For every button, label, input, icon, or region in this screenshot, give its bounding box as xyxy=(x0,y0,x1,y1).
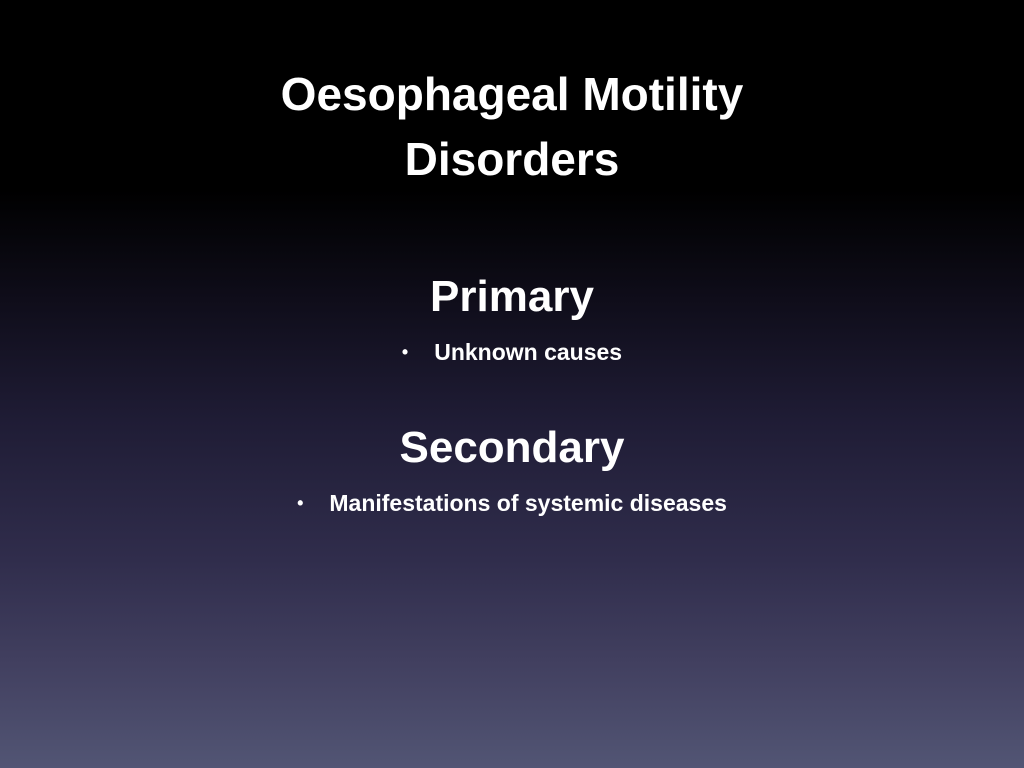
bullet-icon: • xyxy=(297,493,304,513)
bullet-item-secondary xyxy=(0,488,1024,518)
bullet-item-primary xyxy=(0,337,1024,367)
bullet-text-primary: Unknown causes xyxy=(434,339,623,365)
bullet-icon: • xyxy=(401,342,409,362)
slide-title xyxy=(112,62,912,192)
section-heading-primary: Primary xyxy=(430,272,594,321)
bullet-text-secondary: Manifestations of systemic diseases xyxy=(329,490,727,516)
slide-title-line-2: Disorders xyxy=(404,133,620,185)
section-heading-secondary: Secondary xyxy=(399,423,625,472)
slide-title-line-1: Oesophageal Motility xyxy=(280,68,744,120)
